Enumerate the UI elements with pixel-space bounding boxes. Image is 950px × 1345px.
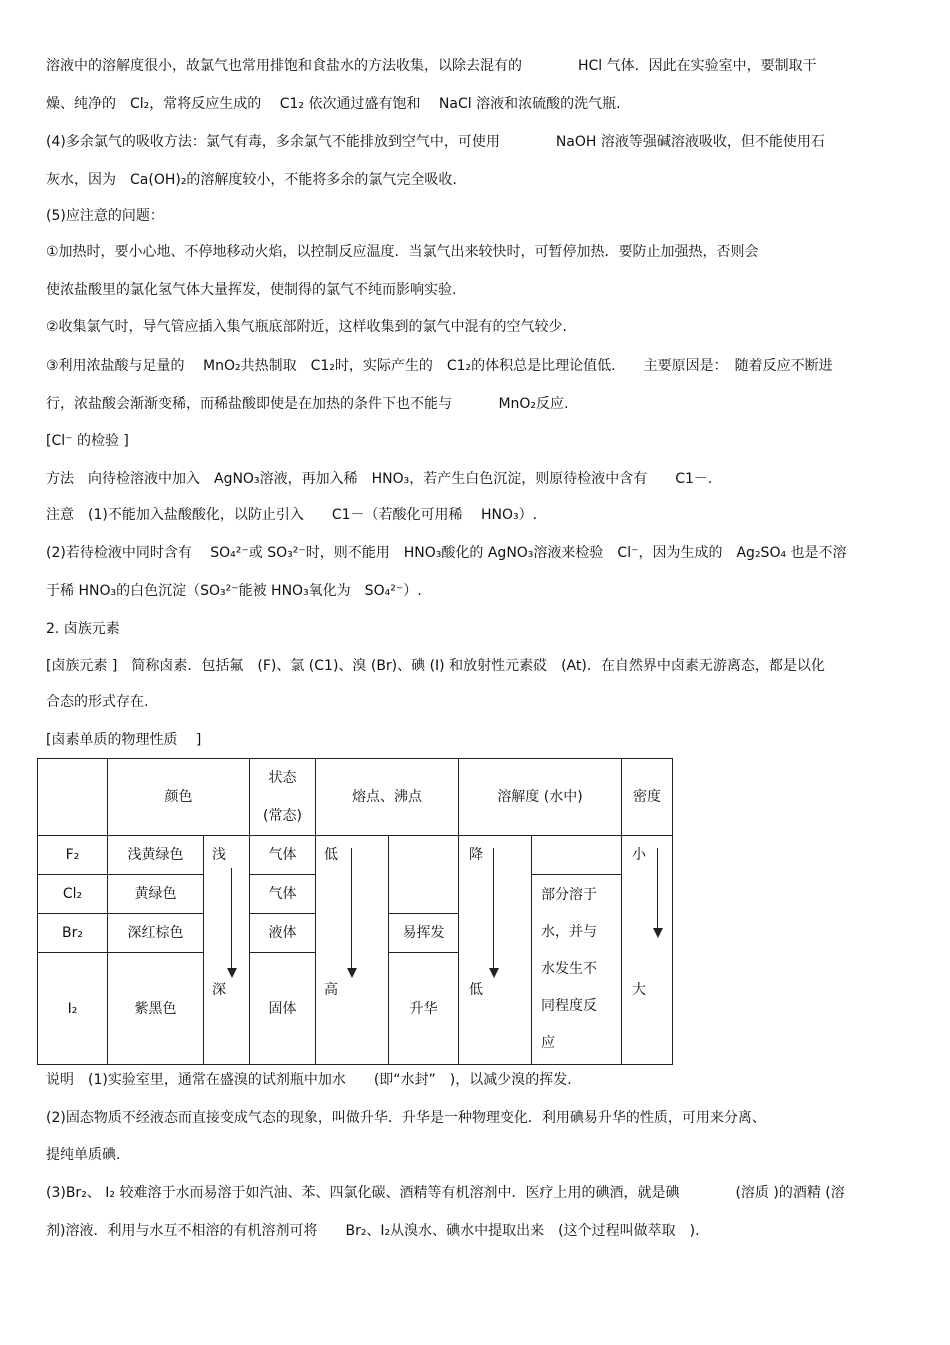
- sol-trend-cell: [459, 836, 532, 1065]
- text-line: 剂)溶液．利用与水互不相溶的有机溶剂可将 Br₂、I₂从溴水、碘水中提取出来 (这个过程叫做萃取 ).: [46, 1223, 700, 1239]
- section-heading: [Cl⁻ 的检验 ]: [46, 433, 129, 449]
- header-state-line2: (常态): [263, 808, 302, 824]
- section-heading: 2. 卤族元素: [46, 621, 120, 637]
- trend-dens-top: 小: [632, 847, 646, 863]
- mp-trend-cell: [316, 836, 389, 1065]
- header-solubility: 溶解度 (水中): [459, 759, 622, 836]
- down-arrow-icon: [351, 848, 352, 976]
- trend-mp-bottom: 高: [324, 982, 338, 998]
- solubility-note-cell: [532, 875, 622, 1065]
- row-color-i2: 紫黑色: [108, 953, 204, 1065]
- trend-mp-top: 低: [324, 847, 338, 863]
- text-line: (4)多余氯气的吸收方法：氯气有毒，多余氯气不能排放到空气中，可使用 NaOH 溶液等强碱溶液吸收，但不能使用石: [46, 134, 825, 150]
- density-trend-cell: [622, 836, 673, 1065]
- solubility-note-line: 应: [541, 1035, 555, 1051]
- solubility-note-line: 水发生不: [541, 961, 597, 977]
- solubility-note-line: 同程度反: [541, 998, 597, 1014]
- trend-sol-top: 降: [469, 847, 483, 863]
- row-volatility-i2: 升华: [389, 953, 459, 1065]
- row-color-f2: 浅黄绿色: [108, 836, 204, 875]
- row-element-br2: Br₂: [38, 914, 108, 953]
- text-line: 溶液中的溶解度很小，故氯气也常用排饱和食盐水的方法收集，以除去混有的 HCl 气体．因此在实验室中，要制取干: [46, 58, 817, 74]
- row-state-i2: 固体: [250, 953, 316, 1065]
- row-volatility-br2: 易挥发: [389, 914, 459, 953]
- text-line: 使浓盐酸里的氯化氢气体大量挥发，使制得的氯气不纯而影响实验.: [46, 282, 457, 298]
- text-line: 灰水，因为 Ca(OH)₂的溶解度较小，不能将多余的氯气完全吸收.: [46, 172, 457, 188]
- text-line: 燥、纯净的 Cl₂，常将反应生成的 C1₂ 依次通过盛有饱和 NaCl 溶液和浓硫酸的洗气瓶.: [46, 96, 621, 112]
- header-mp-bp: 熔点、沸点: [316, 759, 459, 836]
- text-line: ③利用浓盐酸与足量的 MnO₂共热制取 C1₂时，实际产生的 C1₂的体积总是比理论值低. 主要原因是： 随着反应不断进: [46, 358, 833, 374]
- section-heading: [卤素单质的物理性质 ]: [46, 732, 202, 748]
- down-arrow-icon: [231, 868, 232, 976]
- trend-color-top: 浅: [212, 847, 226, 863]
- header-state: [250, 759, 316, 836]
- solubility-note-line: 水，并与: [541, 924, 597, 940]
- text-line: 行，浓盐酸会渐渐变稀，而稀盐酸即使是在加热的条件下也不能与 MnO₂反应.: [46, 396, 569, 412]
- color-trend-cell: [204, 836, 250, 1065]
- volatility-blank: [389, 836, 459, 914]
- text-line: (3)Br₂、 I₂ 较难溶于水而易溶于如汽油、苯、四氯化碳、酒精等有机溶剂中．医疗上用的碘酒，就是碘 (溶质 )的酒精 (溶: [46, 1185, 845, 1201]
- row-state-br2: 液体: [250, 914, 316, 953]
- text-line: ②收集氯气时，导气管应插入集气瓶底部附近，这样收集到的氯气中混有的空气较少.: [46, 319, 567, 335]
- header-state-line1: 状态: [268, 770, 297, 786]
- trend-color-bottom: 深: [212, 982, 226, 998]
- down-arrow-icon: [493, 848, 494, 976]
- row-element-cl2: Cl₂: [38, 875, 108, 914]
- row-element-i2: I₂: [38, 953, 108, 1065]
- header-color: 颜色: [108, 759, 250, 836]
- row-color-br2: 深红棕色: [108, 914, 204, 953]
- halogen-properties-table: [37, 758, 673, 1065]
- header-blank: [38, 759, 108, 836]
- solubility-blank: [532, 836, 622, 875]
- text-line: [卤族元素 ] 简称卤素．包括氟 (F)、氯 (C1)、溴 (Br)、碘 (I) 和放射性元素砹 (At)．在自然界中卤素无游离态，都是以化: [46, 658, 825, 674]
- trend-dens-bottom: 大: [632, 982, 646, 998]
- text-line: 注意 (1)不能加入盐酸酸化，以防止引入 C1－（若酸化可用稀 HNO₃）.: [46, 507, 538, 523]
- text-line: (2)固态物质不经液态而直接变成气态的现象，叫做升华．升华是一种物理变化．利用碘易升华的性质，可用来分离、: [46, 1110, 766, 1126]
- text-line: 说明 (1)实验室里，通常在盛溴的试剂瓶中加水 (即“水封” )，以减少溴的挥发.: [46, 1072, 572, 1088]
- solubility-note-line: 部分溶于: [541, 887, 597, 903]
- text-line: 于稀 HNO₃的白色沉淀（SO₃²⁻能被 HNO₃氧化为 SO₄²⁻）.: [46, 583, 422, 599]
- trend-sol-bottom: 低: [469, 982, 483, 998]
- text-line: ①加热时，要小心地、不停地移动火焰，以控制反应温度．当氯气出来较快时，可暂停加热．要防止加强热，否则会: [46, 244, 759, 260]
- header-density: 密度: [622, 759, 673, 836]
- text-line: 合态的形式存在.: [46, 694, 149, 710]
- text-line: (2)若待检液中同时含有 SO₄²⁻或 SO₃²⁻时，则不能用 HNO₃酸化的 AgNO₃溶液来检验 Cl⁻，因为生成的 Ag₂SO₄ 也是不溶: [46, 545, 847, 561]
- row-state-f2: 气体: [250, 836, 316, 875]
- row-element-f2: F₂: [38, 836, 108, 875]
- down-arrow-icon: [657, 848, 658, 936]
- text-line: 提纯单质碘.: [46, 1147, 121, 1163]
- text-line: (5)应注意的问题：: [46, 208, 164, 224]
- text-line: 方法 向待检溶液中加入 AgNO₃溶液，再加入稀 HNO₃，若产生白色沉淀，则原待检液中含有 C1－.: [46, 471, 713, 487]
- row-state-cl2: 气体: [250, 875, 316, 914]
- row-color-cl2: 黄绿色: [108, 875, 204, 914]
